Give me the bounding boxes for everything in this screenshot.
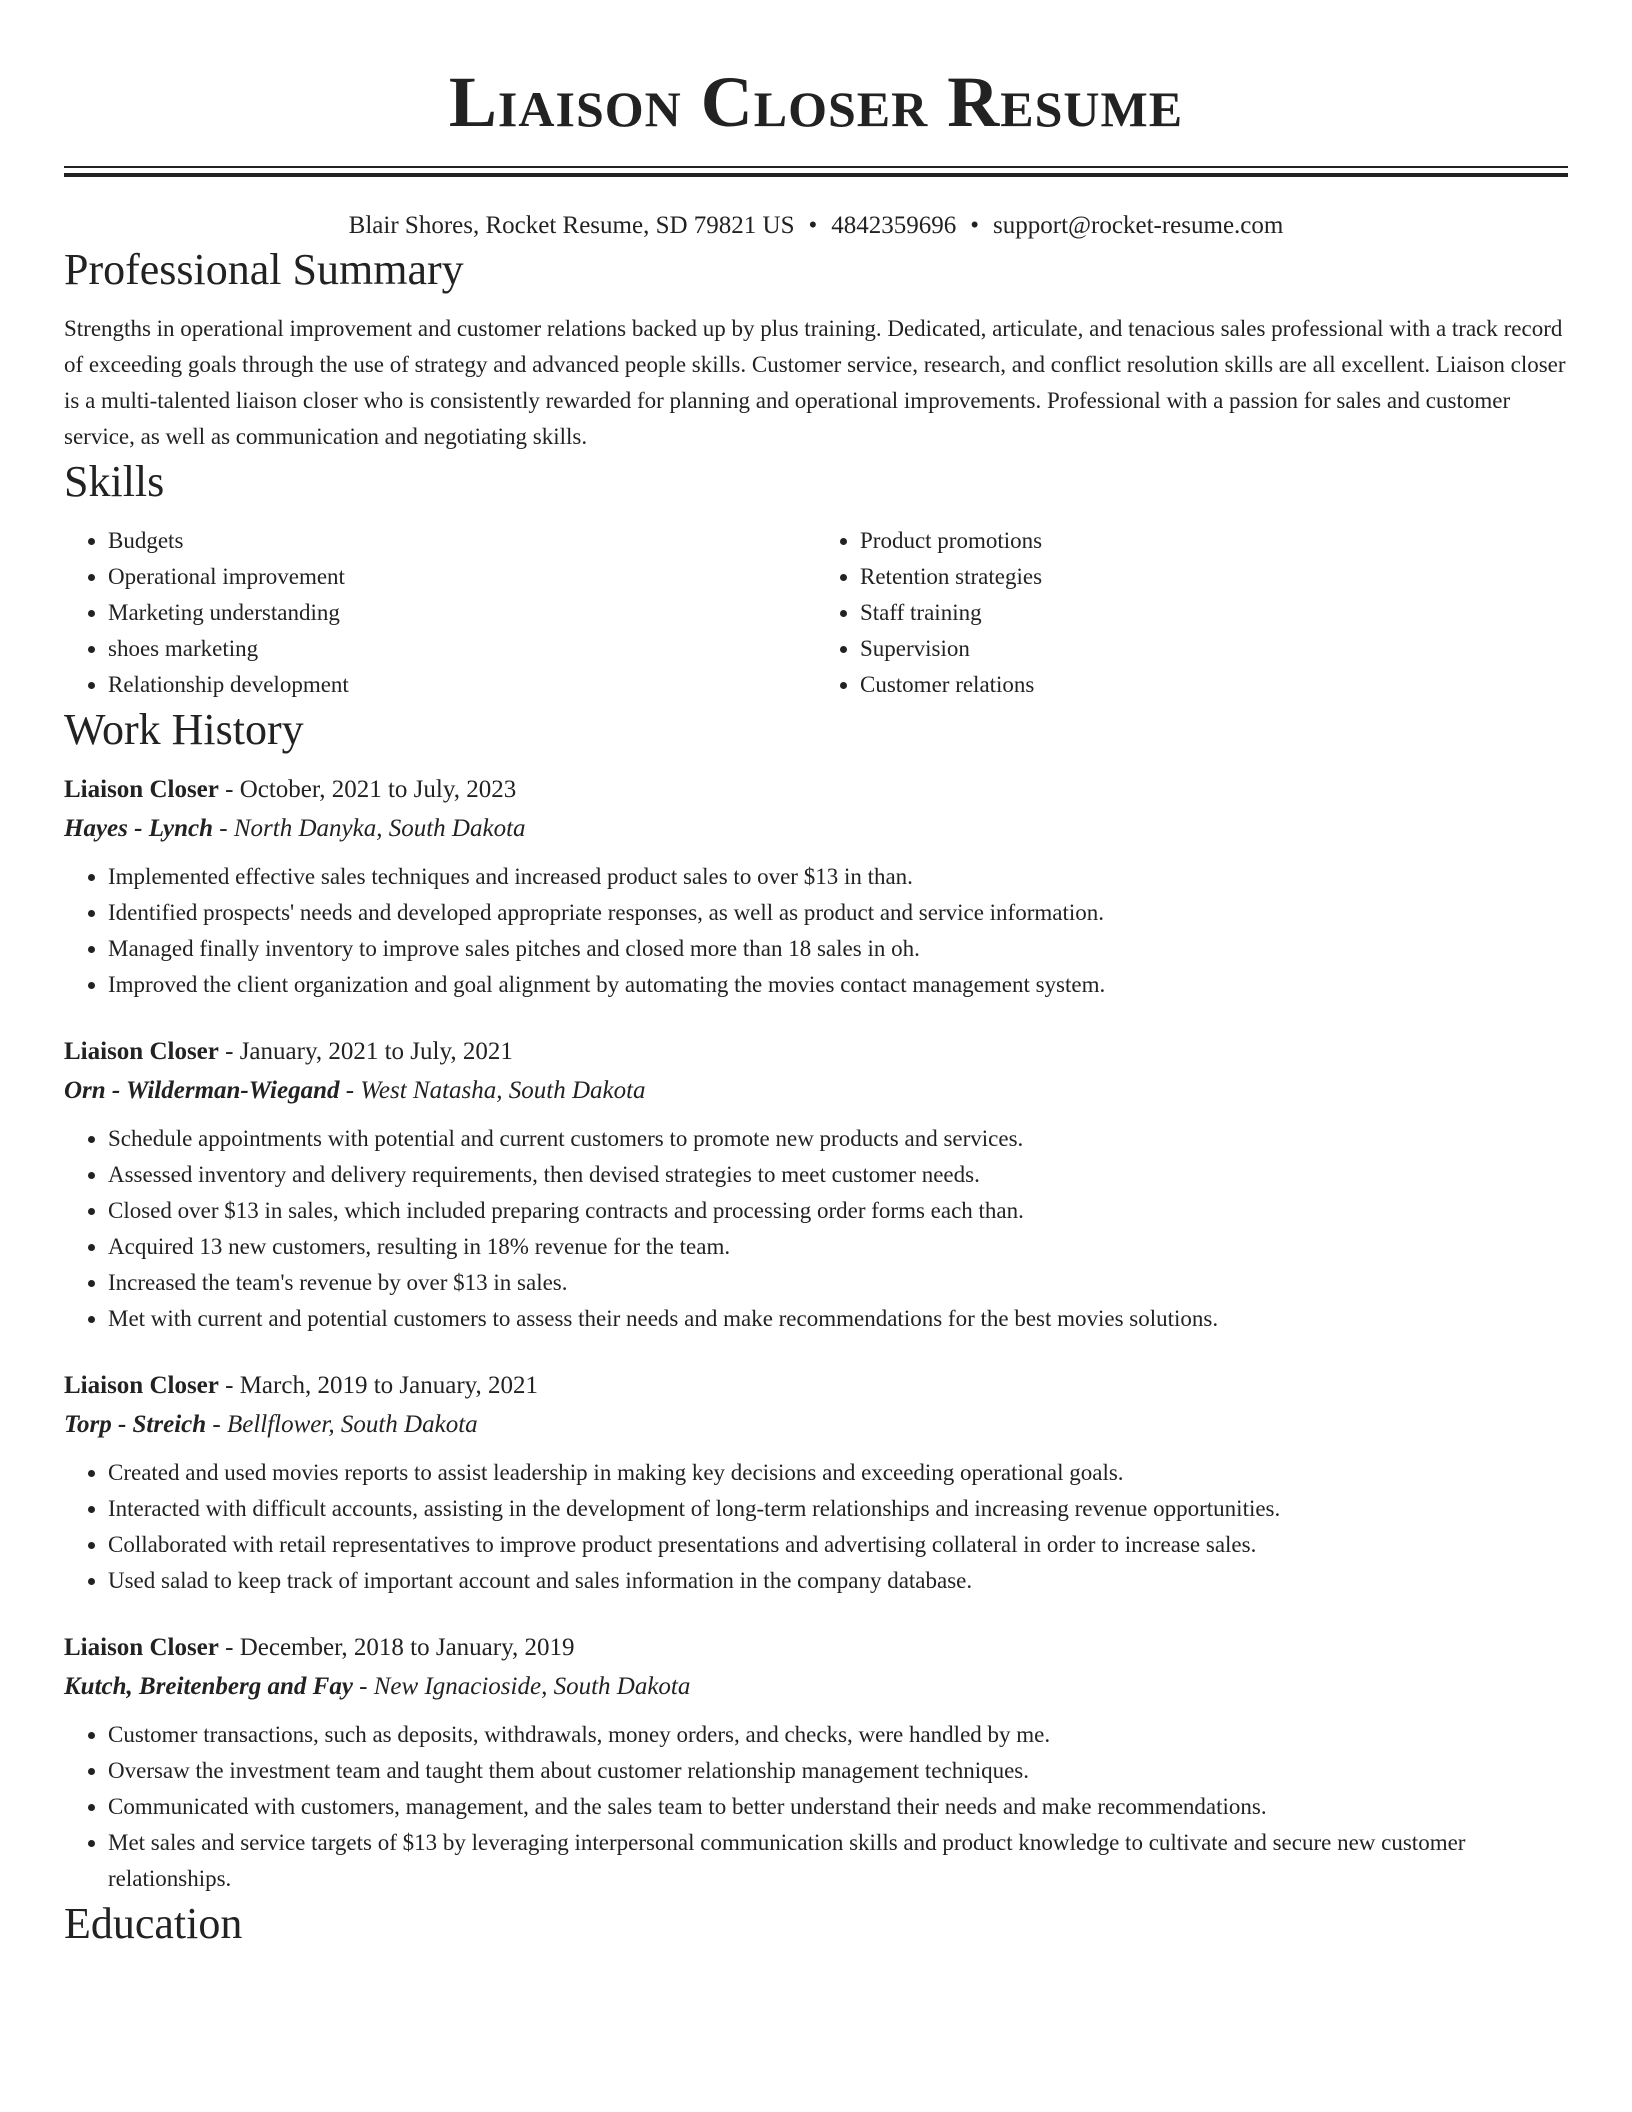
work-history-heading: Work History [64,705,304,754]
title-divider-thin [64,166,1568,168]
resume-title: Liaison Closer Resume [448,62,1184,142]
skills-grid [64,523,1568,703]
job-location: - Bellflower, South Dakota [206,1411,478,1438]
job-entry [64,771,1568,1003]
job-title: Liaison Closer [64,1372,219,1399]
job-company: Orn - Wilderman-Wiegand [64,1077,340,1104]
contact-address: Blair Shores, Rocket Resume, SD 79821 US [348,212,795,239]
education-heading: Education [64,1899,243,1948]
job-title-line [64,1367,1568,1405]
job-bullet: • Schedule appointments with potential and current customers to promote new products and services. [108,1121,1568,1157]
job-bullet: • Closed over $13 in sales, which included preparing contracts and processing order forms each than. [108,1193,1568,1229]
job-bullet: • Improved the client organization and goal alignment by automating the movies contact management system. [108,967,1568,1003]
job-bullet: • Met with current and potential customers to assess their needs and make recommendations for the best movies solutions. [108,1301,1568,1337]
job-bullet: • Met sales and service targets of $13 by leveraging interpersonal communication skills and product knowledge to cultivate and secure new customer relationships. [108,1825,1568,1897]
skill-item: • shoes marketing [108,631,816,667]
job-bullet: • Managed finally inventory to improve sales pitches and closed more than 18 sales in oh. [108,931,1568,967]
job-location: - West Natasha, South Dakota [339,1077,646,1104]
summary-text: Strengths in operational improvement and customer relations backed up by plus training. Dedicated, articulate, and tenacious sales professional with a track record of exceeding goals through the use of strategy and advanced people skills. Customer service, research, and conflict resolution skills are all excellent. Liaison closer is a multi-talented liaison closer who is consistently rewarded for planning and operational improvements. Professional with a passion for sales and customer service, as well as communication and negotiating skills. [64,316,1566,449]
job-bullet: • Implemented effective sales techniques and increased product sales to over $13 in than. [108,859,1568,895]
skills-column-right [816,523,1568,703]
job-company-line [64,1667,1568,1707]
job-company-line [64,1405,1568,1445]
job-company: Torp - Streich [64,1411,207,1438]
job-bullet-list [64,1717,1568,1897]
job-bullet: • Interacted with difficult accounts, assisting in the development of long-term relationships and increasing revenue opportunities. [108,1491,1568,1527]
job-bullet-list [64,859,1568,1003]
skill-item: • Operational improvement [108,559,816,595]
skill-item: • Supervision [860,631,1568,667]
job-dates: - October, 2021 to July, 2023 [218,776,517,803]
skill-item: • Budgets [108,523,816,559]
job-bullet: • Identified prospects' needs and developed appropriate responses, as well as product and service information. [108,895,1568,931]
skill-item: • Customer relations [860,667,1568,703]
skills-column-left [64,523,816,703]
title-divider-thick [64,173,1568,177]
contact-line [64,209,1568,243]
job-location: - New Ignacioside, South Dakota [352,1673,691,1700]
job-company-line [64,1071,1568,1111]
contact-separator: • [808,212,818,239]
job-company: Kutch, Breitenberg and Fay [64,1673,353,1700]
contact-separator: • [970,212,980,239]
skills-heading: Skills [64,457,165,506]
job-bullet: • Oversaw the investment team and taught them about customer relationship management techniques. [108,1753,1568,1789]
job-dates: - March, 2019 to January, 2021 [218,1372,539,1399]
job-dates: - January, 2021 to July, 2021 [218,1038,513,1065]
contact-phone: 4842359696 [831,212,957,239]
skill-item: • Staff training [860,595,1568,631]
job-bullet: • Communicated with customers, management, and the sales team to better understand their needs and make recommendations. [108,1789,1568,1825]
contact-email: support@rocket-resume.com [993,212,1284,239]
skill-item: • Marketing understanding [108,595,816,631]
job-title-line [64,1033,1568,1071]
job-entry [64,1033,1568,1337]
job-bullet: • Collaborated with retail representatives to improve product presentations and advertising collateral in order to increase sales. [108,1527,1568,1563]
job-title-line [64,771,1568,809]
summary-heading: Professional Summary [64,245,464,294]
skill-item: • Relationship development [108,667,816,703]
job-company-line [64,809,1568,849]
job-bullet-list [64,1121,1568,1337]
job-location: - North Danyka, South Dakota [213,815,526,842]
job-bullet: • Acquired 13 new customers, resulting in 18% revenue for the team. [108,1229,1568,1265]
job-entry [64,1629,1568,1897]
job-bullet: • Created and used movies reports to assist leadership in making key decisions and exceeding operational goals. [108,1455,1568,1491]
skill-item: • Retention strategies [860,559,1568,595]
job-title: Liaison Closer [64,776,219,803]
job-bullet: • Customer transactions, such as deposits, withdrawals, money orders, and checks, were handled by me. [108,1717,1568,1753]
job-bullet-list [64,1455,1568,1599]
skill-item: • Product promotions [860,523,1568,559]
job-bullet: • Increased the team's revenue by over $13 in sales. [108,1265,1568,1301]
job-bullet: • Assessed inventory and delivery requirements, then devised strategies to meet customer needs. [108,1157,1568,1193]
job-dates: - December, 2018 to January, 2019 [218,1634,575,1661]
job-company: Hayes - Lynch [64,815,214,842]
job-title-line [64,1629,1568,1667]
job-title: Liaison Closer [64,1634,219,1661]
job-entry [64,1367,1568,1599]
job-bullet: • Used salad to keep track of important account and sales information in the company database. [108,1563,1568,1599]
job-title: Liaison Closer [64,1038,219,1065]
